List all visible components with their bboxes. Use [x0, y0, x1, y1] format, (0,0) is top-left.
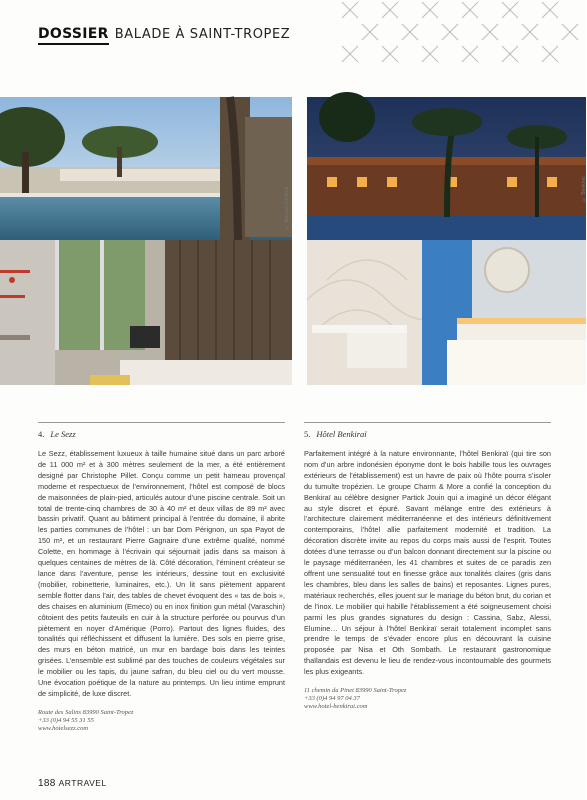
section-kicker: DOSSIER [38, 26, 109, 45]
section-heading [38, 429, 285, 439]
photo-credit: © Manuel Zublena [284, 186, 290, 230]
article-column-sezz [38, 429, 285, 733]
website-link[interactable]: www.hotel-benkirai.com [304, 703, 368, 711]
decorative-x-pattern [336, 0, 586, 78]
page-header [38, 26, 290, 46]
section-title: Hôtel Benkiraï [316, 429, 367, 439]
phone-line: +33 (0)4 94 55 31 55 [38, 717, 94, 725]
website-link[interactable]: www.hotelsezz.com [38, 725, 89, 733]
photo-sezz-room [0, 186, 292, 385]
page-footer [38, 778, 107, 789]
phone-line: +33 (0)4 94 97 04 37 [304, 695, 360, 703]
address-block [304, 687, 551, 712]
section-title: Le Sezz [50, 429, 76, 439]
photo-benkirai-night [307, 97, 586, 240]
section-heading [304, 429, 551, 439]
section-number: 5. [304, 429, 311, 439]
section-number: 4. [38, 429, 45, 439]
address-line: Route des Salins 83990 Saint-Tropez [38, 708, 134, 716]
divider-left [38, 422, 285, 423]
photo-benkirai-room [307, 176, 587, 385]
divider-right [304, 422, 551, 423]
address-line: 11 chemin du Pinet 83990 Saint-Tropez [304, 687, 407, 695]
article-column-benkirai [304, 429, 551, 712]
article-body: Le Sezz, établissement luxueux à taille humaine situé dans un parc arboré de 11 000 m² et à 300 mètres seulement de la mer, a été entièrement designé par Christophe Pillet. Conçu comme un petit hameau provençal moderne et respectueux de l’environnement, l’hôtel est composé de blocs de maisonnées de plain-pied, articulés autour d’une piscine centrale. Soit un total de trente-cinq chambres de 30 à 40 m² et deux villas de 89 m² avec bassin privatif. Quant au bâtiment principal à l’entrée du domaine, il abrite les parties communes de l’hôtel : un bar Dom Pérignon, un spa Payot de 150 m², et un restaurant Pierre Gagnaire d’une extrême qualité, nommé Colette, en hommage à l’écrivain qui séjournait jadis dans sa maison à quelques centaines de mètres de là. Côté décoration, l’éminent créateur se lance dans l’aventure, pense les intérieurs, dessine tout en exclusivité (mobilier, robinetterie, luminaires, etc.). Un lit sans piètement apparent semble flotter dans l’air, des tables de chevet évoquent des « tas de bois », des chaises en aluminium (Emeco) ou en inox finition gun métal (Varaschin) côtoient des petits fauteuils en cuir à la structure perforée ou pourvus d’un piètement en noyer d’Amérique (Porro). Partout des lignes fluides, des tonalités qui réfléchissent et diffusent la lumière. Des sols en pierre grise, des murs en béton matricé, un mur en bardage bois dans les teintes grisées. L’ensemble est sublimé par des touches de couleurs végétales sur le mobilier ou les tapis, du jaune safran, du bleu ciel ou du vert mousse. Une évocation poétique de la nature au printemps. Un lieu intime emprunt de simplicité, de luxe discret. [38, 449, 285, 698]
photo-credit-right: © Benkiraï [581, 176, 587, 202]
photo-sezz-pool [0, 97, 292, 240]
magazine-name: ARTRAVEL [58, 778, 107, 788]
header-title: BALADE À SAINT-TROPEZ [114, 27, 291, 42]
page-number: 188 [38, 778, 56, 789]
article-body: Parfaitement intégré à la nature environnante, l’hôtel Benkiraï (qui tire son nom d’un arbre indonésien éponyme dont le bois habille tous les ouvrages extérieurs de l’établissement) est un havre de paix où l’hôte pourra s’isoler du tumulte tropézien. Le groupe Charm & More a confié la conception du Benkiraï au célèbre designer Partick Jouin qui a imaginé un décor élégant au style discret et épuré. Savant mélange entre des extérieurs à l’architecture clairement méditerranéenne et des intérieurs définitivement contemporains, l’hôtel allie parfaitement modernité et tradition. La décoration discrète invite au repos du corps mais aussi de l’esprit. Toutes dotées d’une terrasse ou d’un balcon donnant directement sur la piscine ou le paysage méditerranéen, les 41 chambres et suites de ce paradis zen offrent une sensualité tout en finesse grâce aux tonalités claires (gris dans les chambres, bleu dans les salles de bains) et reposantes. Lignes pures, matériaux recherchés, elles jouent sur le mariage du béton brut, du corian et de l’inox. Le mobilier qui habille l’établissement a été soigneusement choisi parmi les plus grandes signatures du design : Cassina, Sabz, Alessi, Elumine… Un séjour à l’hôtel Benkiraï serait totalement incomplet sans prendre le temps de s’évader encore plus en découvrant la cuisine proposée par Nisa et Oth Sombath. Le restaurant gastronomique thaïlandais est devenu le lieu de rendez-vous incontournable des gourmets les plus exigeants. [304, 449, 551, 677]
address-block [38, 709, 285, 734]
